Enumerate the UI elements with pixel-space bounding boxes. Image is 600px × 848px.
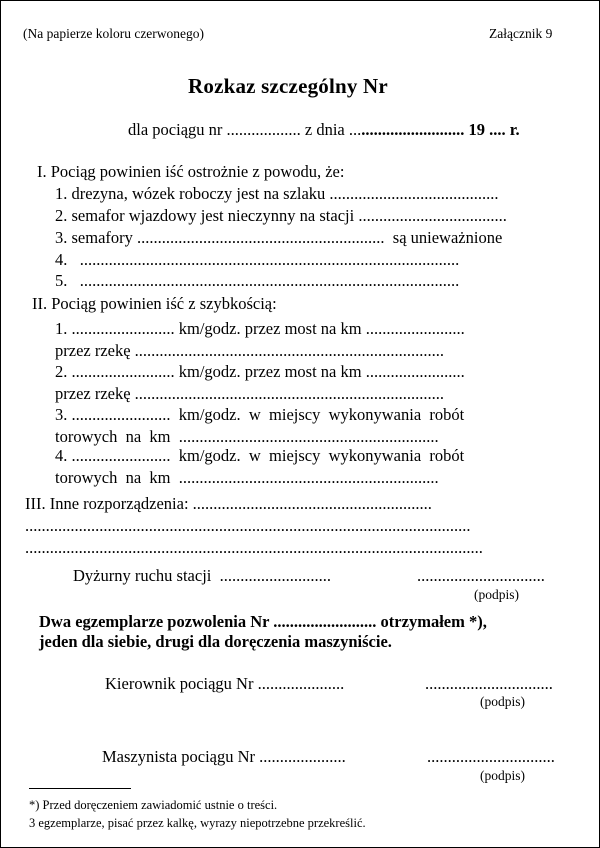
- section1-item: 4. ............................................................................................: [55, 250, 460, 269]
- section3-line: ...............................................................................................................: [25, 538, 483, 557]
- footnote-divider: [29, 788, 131, 789]
- dispatcher-signature-label: (podpis): [474, 587, 519, 602]
- section1-item: 3. semafory ............................................................ są unieważnione: [55, 228, 503, 247]
- conductor-signature-line: ...............................: [425, 674, 553, 693]
- section3-line: ............................................................................................................: [25, 516, 471, 535]
- section1-item: 1. drezyna, wózek roboczy jest na szlaku .........................................: [55, 184, 499, 203]
- section2-line: 3. ........................ km/godz. w miejscy wykonywania robót: [55, 405, 465, 424]
- train-date-prefix: dla pociągu nr .................. z dnia ...: [128, 120, 362, 139]
- section2-line: 2. ......................... km/godz. przez most na km ........................: [55, 362, 465, 381]
- section3-heading: III. Inne rozporządzenia: ..........................................................: [25, 494, 432, 513]
- section2-line: torowych na km ...............................................................: [55, 427, 439, 446]
- section2-line: 4. ........................ km/godz. w miejscy wykonywania robót: [55, 446, 465, 465]
- section2-line: 1. ......................... km/godz. przez most na km ........................: [55, 319, 465, 338]
- train-date-line: [128, 120, 520, 140]
- footnote: *) Przed doręczeniem zawiadomić ustnie o treści.: [29, 798, 278, 812]
- section1-heading: I. Pociąg powinien iść ostrożnie z powodu, że:: [37, 162, 345, 181]
- paper-color-note: (Na papierze koloru czerwonego): [23, 26, 205, 41]
- annex-label: Załącznik 9: [489, 26, 553, 41]
- driver-signature-label: (podpis): [480, 768, 525, 783]
- conductor-label: Kierownik pociągu Nr .....................: [105, 674, 345, 693]
- section2-line: przez rzekę ...........................................................................: [55, 341, 445, 360]
- section2-line: przez rzekę ...........................................................................: [55, 384, 445, 403]
- driver-label: Maszynista pociągu Nr .....................: [102, 747, 346, 766]
- document-title: Rozkaz szczególny Nr: [188, 74, 388, 98]
- dispatcher-label: Dyżurny ruchu stacji ...........................: [73, 566, 331, 585]
- receipt-line: jeden dla siebie, drugi dla doręczenia maszyniście.: [39, 632, 392, 651]
- conductor-signature-label: (podpis): [480, 694, 525, 709]
- section2-line: torowych na km ...............................................................: [55, 468, 439, 487]
- dispatcher-signature-line: ...............................: [417, 566, 545, 585]
- train-date-dots: .........................: [361, 120, 465, 139]
- receipt-line: Dwa egzemplarze pozwolenia Nr ......................... otrzymałem *),: [39, 612, 487, 631]
- section1-item: 5. ............................................................................................: [55, 271, 460, 290]
- section1-item: 2. semafor wjazdowy jest nieczynny na stacji ....................................: [55, 206, 507, 225]
- footnote: 3 egzemplarze, pisać przez kalkę, wyrazy niepotrzebne przekreślić.: [29, 816, 366, 830]
- section2-heading: II. Pociąg powinien iść z szybkością:: [32, 294, 277, 313]
- train-date-year: 19 .... r.: [464, 120, 520, 139]
- driver-signature-line: ...............................: [427, 747, 555, 766]
